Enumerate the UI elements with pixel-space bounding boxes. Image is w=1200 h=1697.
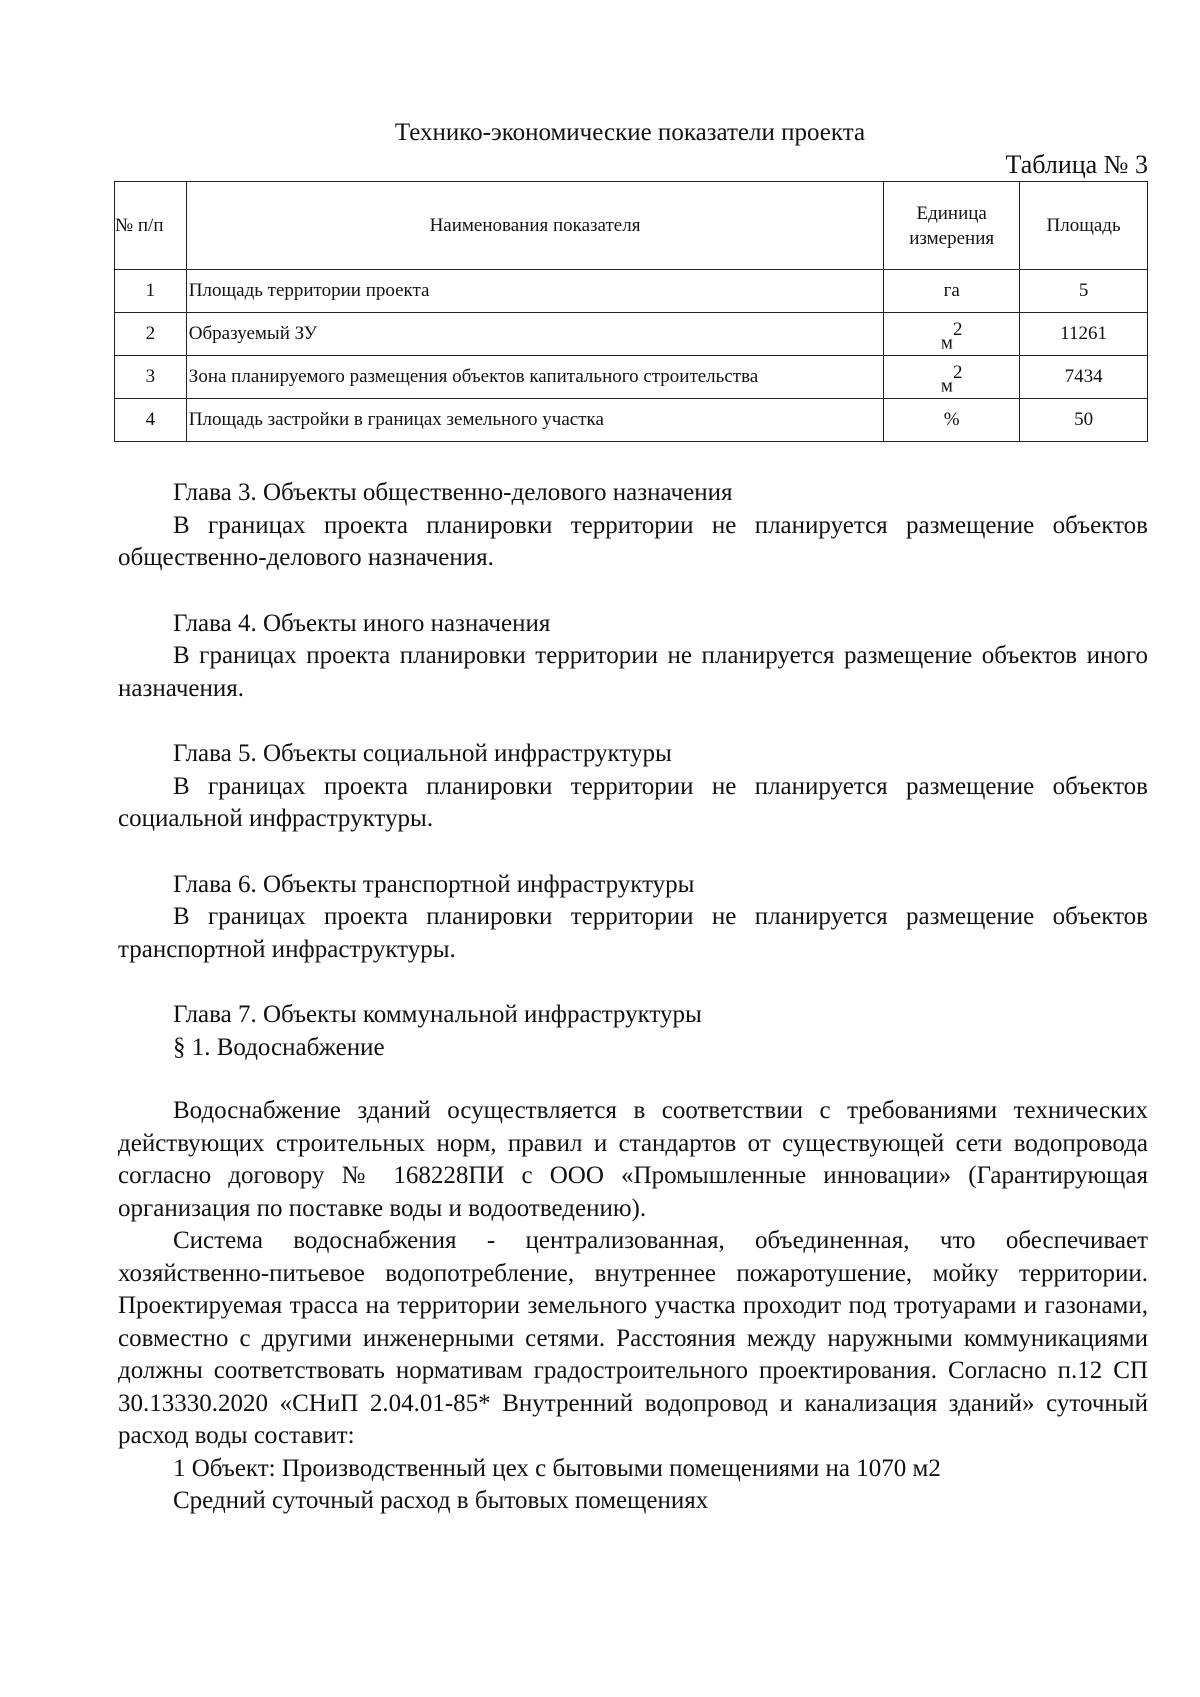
header-area: Площадь (1020, 182, 1148, 270)
row-num: 3 (115, 356, 187, 399)
row-unit (884, 399, 1020, 442)
chapter-5-text: В границах проекта планировки территории не планируется размещение объектов социальной инфраструктуры. (118, 772, 1148, 832)
unit-text-wrap (940, 319, 963, 354)
row-name: Образуемый ЗУ (186, 313, 883, 356)
section-water-supply-title: § 1. Водоснабжение (173, 1033, 385, 1061)
row-unit (884, 313, 1020, 356)
header-unit: Единица измерения (884, 182, 1020, 270)
row-num: 1 (115, 270, 187, 313)
chapter-7-title: Глава 7. Объекты коммунальной инфраструктуры (173, 1001, 702, 1028)
spacer (118, 575, 1148, 608)
unit-superscript: 2 (952, 362, 963, 384)
row-unit (884, 270, 1020, 313)
unit-text: га (943, 280, 960, 301)
spacer (118, 705, 1148, 738)
spacer (118, 836, 1148, 869)
table-caption: Таблица № 3 (1005, 150, 1148, 179)
unit-text: м (940, 332, 953, 354)
chapter-6-text: В границах проекта планировки территории не планируется размещение объектов транспортной инфраструктуры. (118, 903, 1148, 963)
spacer (118, 1064, 1148, 1095)
spacer (118, 966, 1148, 999)
document-title: Технико-экономические показатели проекта (394, 119, 866, 146)
unit-text: м (940, 375, 953, 397)
table-header-row (115, 182, 1148, 270)
chapter-3-text: В границах проекта планировки территории не планируется размещение объектов общественно-делового назначения. (118, 511, 1148, 571)
header-name: Наименования показателя (186, 182, 883, 270)
unit-superscript: 2 (952, 319, 963, 341)
chapter-4-text: В границах проекта планировки территории не планируется размещение объектов иного назначения. (118, 642, 1148, 702)
row-num: 2 (115, 313, 187, 356)
document-body (118, 477, 1148, 1518)
water-paragraph-4: Средний суточный расход в бытовых помещениях (173, 1487, 709, 1514)
row-name: Площадь территории проекта (186, 270, 883, 313)
row-num: 4 (115, 399, 187, 442)
water-paragraph-1: Водоснабжение зданий осуществляется в соответствии с требованиями технических действующих строительных норм, правил и стандартов от существующей сети водопровода согласно договору № 168228ПИ с ООО «Промышленные инновации» (Гарантирующая организация по поставке воды и водоотведению). (118, 1097, 1148, 1222)
chapter-3-title: Глава 3. Объекты общественно-делового назначения (173, 479, 733, 506)
table-row (115, 313, 1148, 356)
table-row (115, 356, 1148, 399)
table-row (115, 399, 1148, 442)
row-area: 50 (1020, 399, 1148, 442)
unit-text-wrap (940, 362, 963, 397)
header-num: № п/п (115, 182, 187, 270)
table-row (115, 270, 1148, 313)
indicators-table (114, 181, 1148, 442)
unit-text: % (943, 409, 960, 430)
row-area: 7434 (1020, 356, 1148, 399)
chapter-5-title: Глава 5. Объекты социальной инфраструктуры (173, 740, 672, 767)
row-name: Площадь застройки в границах земельного участка (186, 399, 883, 442)
chapter-4-title: Глава 4. Объекты иного назначения (173, 609, 551, 637)
row-unit (884, 356, 1020, 399)
water-paragraph-2: Система водоснабжения - централизованная, объединенная, что обеспечивает хозяйственно-питьевое водопотребление, внутреннее пожаротушение, мойку территории. Проектируемая трасса на территории земельного участка проходит под тротуарами и газонами, совместно с другими инженерными сетями. Расстояния между наружными коммуникациями должны соответствовать нормативам градостроительного проектирования. Согласно п.12 СП 30.13330.2020 «СНиП 2.04.01-85* Внутренний водопровод и канализация зданий» суточный расход воды составит: (118, 1227, 1148, 1449)
row-area: 11261 (1020, 313, 1148, 356)
water-paragraph-3: 1 Объект: Производственный цех с бытовыми помещениями на 1070 м2 (173, 1454, 941, 1482)
chapter-6-title: Глава 6. Объекты транспортной инфраструктуры (173, 870, 695, 898)
row-area: 5 (1020, 270, 1148, 313)
row-name: Зона планируемого размещения объектов капитального строительства (186, 356, 883, 399)
